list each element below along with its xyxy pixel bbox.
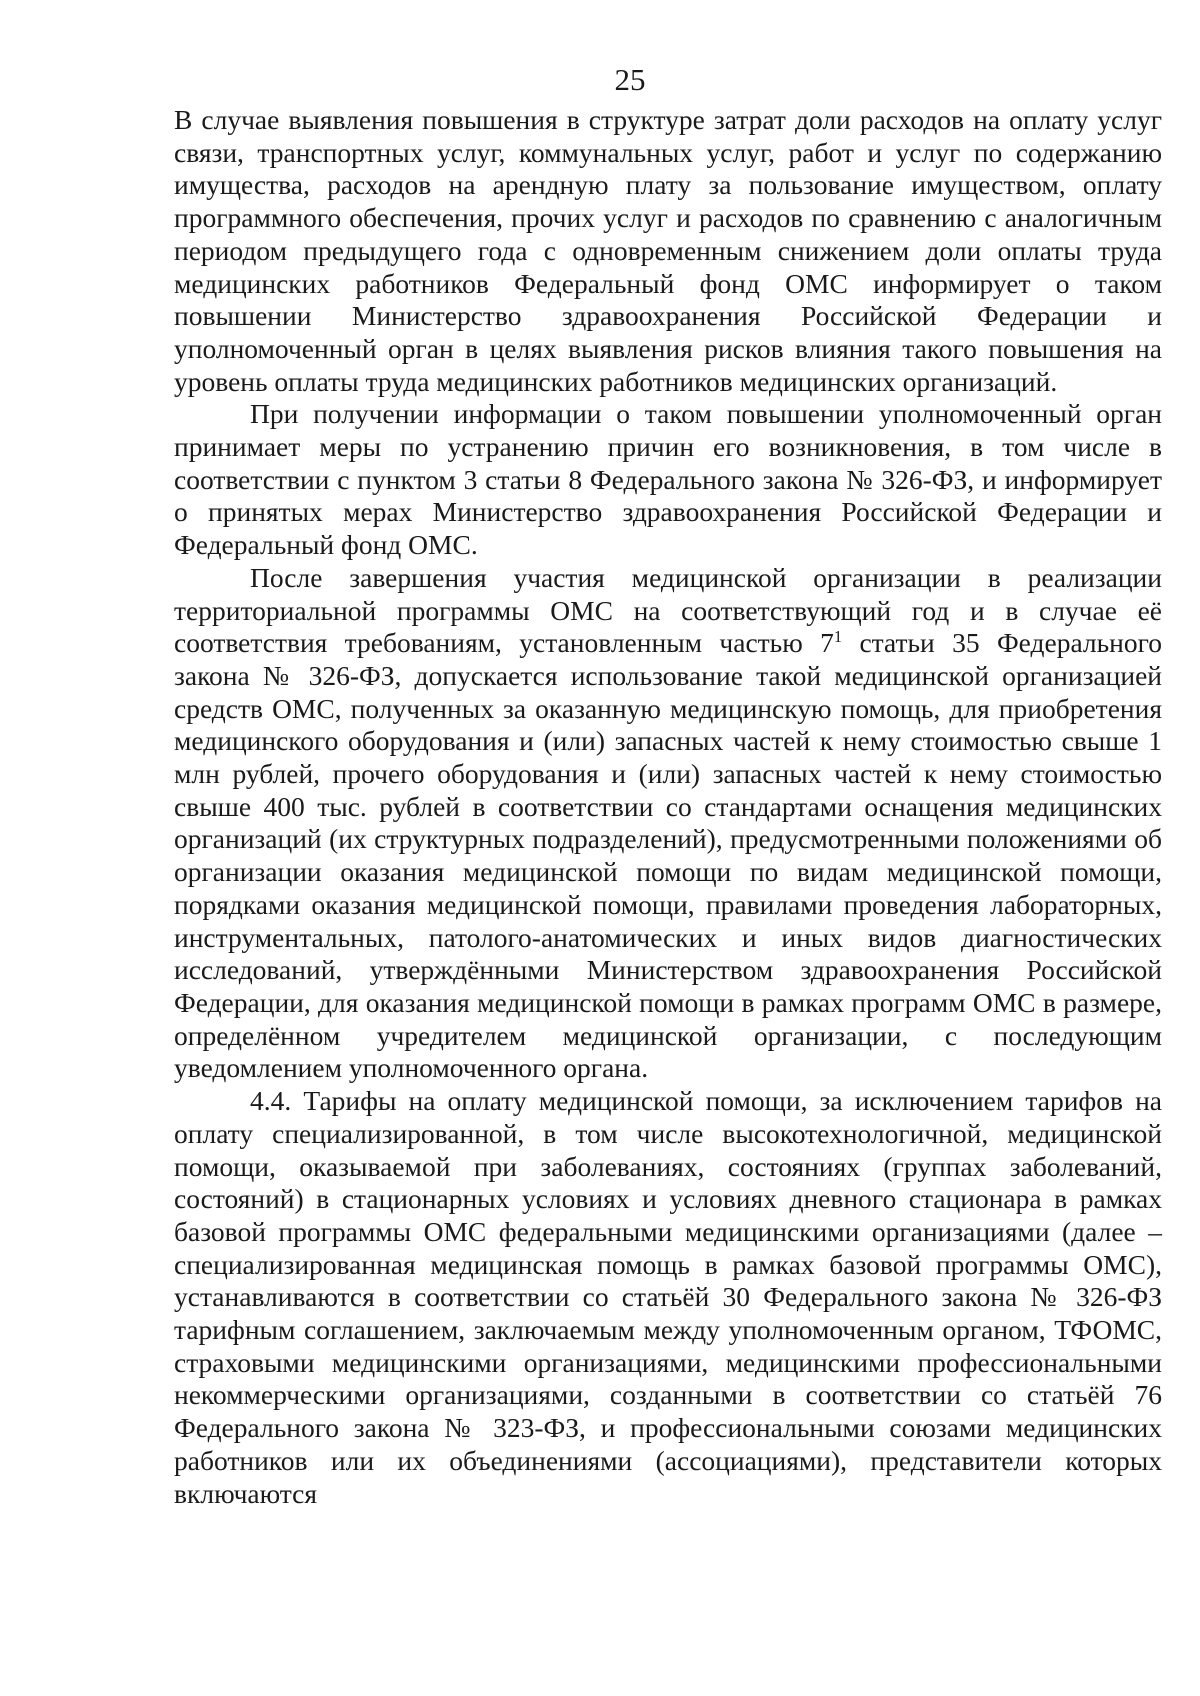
paragraph-equipment-purchase — [174, 562, 1162, 1085]
paragraph-equipment-purchase-part-1: После завершения участия медицинской организации в реализации территориальной программы ОМС на соответствующий год и в случае её соответствия требованиям, установленным частью 7 — [174, 561, 1162, 659]
paragraph-cost-structure: В случае выявления повышения в структуре затрат доли расходов на оплату услуг связи, транспортных услуг, коммунальных услуг, работ и услуг по содержанию имущества, расходов на арендную плату за пользование имуществом, оплату программного обеспечения, прочих услуг и расходов по сравнению с аналогичным периодом предыдущего года с одновременным снижением доли оплаты труда медицинских работников Федеральный фонд ОМС информирует о таком повышении Министерство здравоохранения Российской Федерации и уполномоченный орган в целях выявления рисков влияния такого повышения на уровень оплаты труда медицинских работников медицинских организаций. — [174, 104, 1162, 397]
page-number: 25 — [614, 62, 646, 97]
paragraph-equipment-purchase-part-2: статьи 35 Федерального закона № 326-ФЗ, допускается использование такой медицинской организацией средств ОМС, полученных за оказанную медицинскую помощь, для приобретения медицинского оборудования и (или) запасных частей к нему стоимостью свыше 1 млн рублей, прочего оборудования и (или) запасных частей к нему стоимостью свыше 400 тыс. рублей в соответствии со стандартами оснащения медицинских организаций (их структурных подразделений), предусмотренными положениями об организации оказания медицинской помощи по видам медицинской помощи, порядками оказания медицинской помощи, правилами проведения лабораторных, инструментальных, патолого-анатомических и иных видов диагностических исследований, утверждёнными Министерством здравоохранения Российской Федерации, для оказания медицинской помощи в рамках программ ОМС в размере, определённом учредителем медицинской организации, с последующим уведомлением уполномоченного органа. — [174, 627, 1162, 1084]
superscript-part-number: 1 — [833, 627, 843, 647]
document-body — [174, 104, 1162, 1510]
paragraph-tariffs-4-4: 4.4. Тарифы на оплату медицинской помощи, за исключением тарифов на оплату специализированной, в том числе высокотехнологичной, медицинской помощи, оказываемой при заболеваниях, состояниях (группах заболеваний, состояний) в стационарных условиях и условиях дневного стационара в рамках базовой программы ОМС федеральными медицинскими организациями (далее – специализированная медицинская помощь в рамках базовой программы ОМС), устанавливаются в соответствии со статьёй 30 Федерального закона № 326-ФЗ тарифным соглашением, заключаемым между уполномоченным органом, ТФОМС, страховыми медицинскими организациями, медицинскими профессиональными некоммерческими организациями, созданными в соответствии со статьёй 76 Федерального закона № 323-ФЗ, и профессиональными союзами медицинских работников или их объединениями (ассоциациями), представители которых включаются — [174, 1085, 1162, 1509]
paragraph-information-response: При получении информации о таком повышении уполномоченный орган принимает меры по устранению причин его возникновения, в том числе в соответствии с пунктом 3 статьи 8 Федерального закона № 326-ФЗ, и информирует о принятых мерах Министерство здравоохранения Российской Федерации и Федеральный фонд ОМС. — [174, 398, 1162, 561]
